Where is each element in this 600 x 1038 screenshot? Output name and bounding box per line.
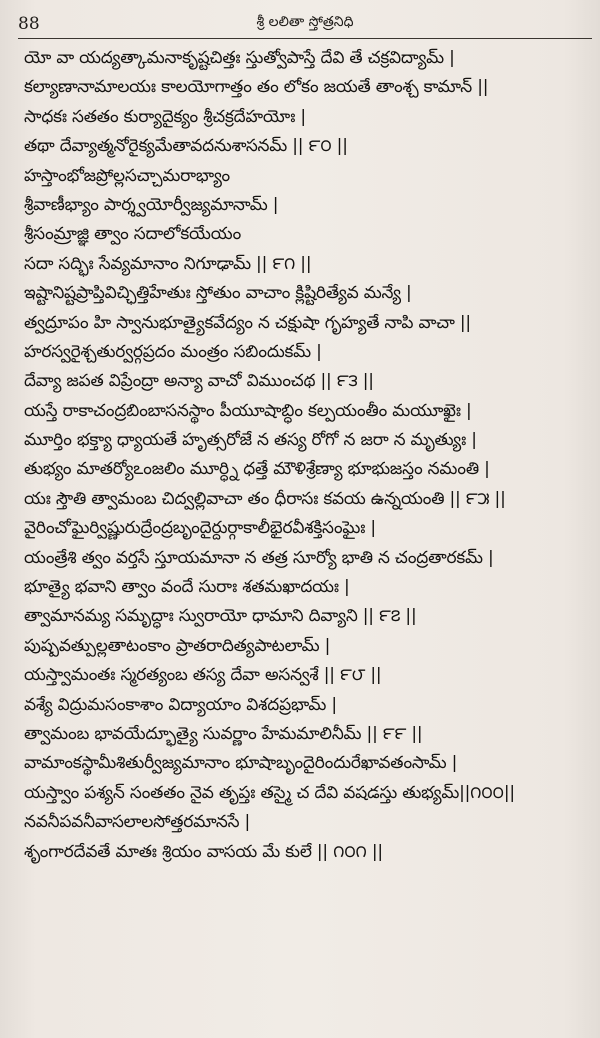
verse-line: తుభ్యం మాతర్యోఽంజలిం మూర్ధ్ని ధత్తే మౌళిశ్రేణ్యా భూభుజస్తం నమంతి | [24,459,490,480]
verse-line: శ్రీవాణీభ్యాం పార్శ్వయోర్వీజ్యమానామ్ | [24,194,279,215]
verse-line: శ్రీసంమ్రాజ్ఞి త్వాం సదాలోకయేయం [24,224,242,245]
verse-line: వామాంకస్థామీశితుర్వీజ్యమానాం భూషాబృందైరిందురేఖావతంసామ్ | [24,753,458,774]
verse-line: త్వామంబ భావయేద్భూత్యై సువర్ణాం హేమమాలినీమ్ || ౯౯ || [24,723,423,744]
verse-line: హస్తాంభోజప్రోల్లసచ్చామరాభ్యాం [24,165,230,186]
verse-line: యంత్రేశి త్వం వర్తసే స్తూయమానా న తత్ర సూర్యో భాతి న చంద్రతారకమ్ | [24,547,494,568]
verse-line: త్వామానమ్య సమృద్ధాః స్వురాయో ధామాని దివ్యాని || ౯౭ || [24,606,417,627]
verse-line: యస్త్వాం పశ్యన్ సంతతం నైవ తృప్తః తస్మై చ దేవి వషడస్తు తుభ్యమ్||౧౦౦|| [24,782,515,803]
verse-line: భూత్యై భవాని త్వాం వందే సురాః శతమఖాదయః | [24,577,350,598]
verse-line: ఇష్టానిష్టప్రాప్తివిచ్ఛిత్తిహేతుః స్తోతుం వాచాం క్లిష్టిరిత్యేవ మన్యే | [24,283,412,304]
verse-line: యస్త్వామంతః స్మరత్యంబ తస్య దేవా అసన్వశే || ౯౮ || [24,665,382,686]
verse-line: దేవ్యా జపత విప్రేంద్రా అన్యా వాచో విముంచథ || ౯౩ || [24,371,374,392]
running-title: శ్రీ లలితా స్తోత్రనిధి [256,14,354,30]
page-number: 88 [18,14,40,34]
verse-line: సదా సద్భిః సేవ్యమానాం నిగూఢామ్ || ౯౧ || [24,253,312,274]
verse-line: శృంగారదేవతే మాతః శ్రియం వాసయ మే కులే || ౧౦౧ || [24,841,383,862]
verse-line: హరస్వరైశ్చతుర్వర్గప్రదం మంత్రం సబిందుకమ్ | [24,341,322,362]
verse-line: కల్యాణానామాలయః కాలయోగాత్తం తం లోకం జయతే తాంశ్చ కామాన్ || [24,77,489,98]
verse-line: వైరించోఘైర్విష్ణురుద్రేంద్రబృందైర్దుర్గాకాలీభైరవీశక్తిసంఘైః | [24,518,376,539]
verse-line: తథా దేవ్యాత్మనోరైక్యమేతావదనుశాసనమ్ || ౯౦ || [24,136,348,157]
verse-line: త్వద్రూపం హి స్వానుభూత్యైకవేద్యం న చక్షుషా గృహ్యతే నాపి వాచా || [24,312,471,333]
stotra-text [24,44,592,867]
verse-line: మూర్తిం భక్త్యా ధ్యాయతే హృత్సరోజే న తస్య రోగో న జరా న మృత్యుః | [24,430,477,451]
verse-line: యః స్తౌతి త్వామంబ చిద్వల్లివాచా తం ధీరాసః కవయ ఉన్నయంతి || ౯౫ || [24,488,506,509]
verse-line: నవనీపవనీవాసలాలసోత్తరమానసే | [24,812,251,833]
verse-line: పుష్పవత్పుల్లతాటంకాం ప్రాతరాదిత్యపాటలామ్ | [24,635,331,656]
page-header [18,12,592,39]
verse-line: వశ్యే విద్రుమసంకాశాం విద్యాయాం విశదప్రభామ్ | [24,694,337,715]
verse-line: యస్తే రాకాచంద్రబింబాసనస్థాం పీయూషాబ్ధిం కల్పయంతీం మయూఖైః | [24,400,472,421]
verse-line: సాధకః సతతం కుర్యాదైక్యం శ్రీచక్రదేహయోః | [24,106,306,127]
verse-line: యో వా యద్యత్కామనాకృష్టచిత్తః స్తుత్వోపాస్తే దేవి తే చక్రవిద్యామ్ | [24,48,455,68]
